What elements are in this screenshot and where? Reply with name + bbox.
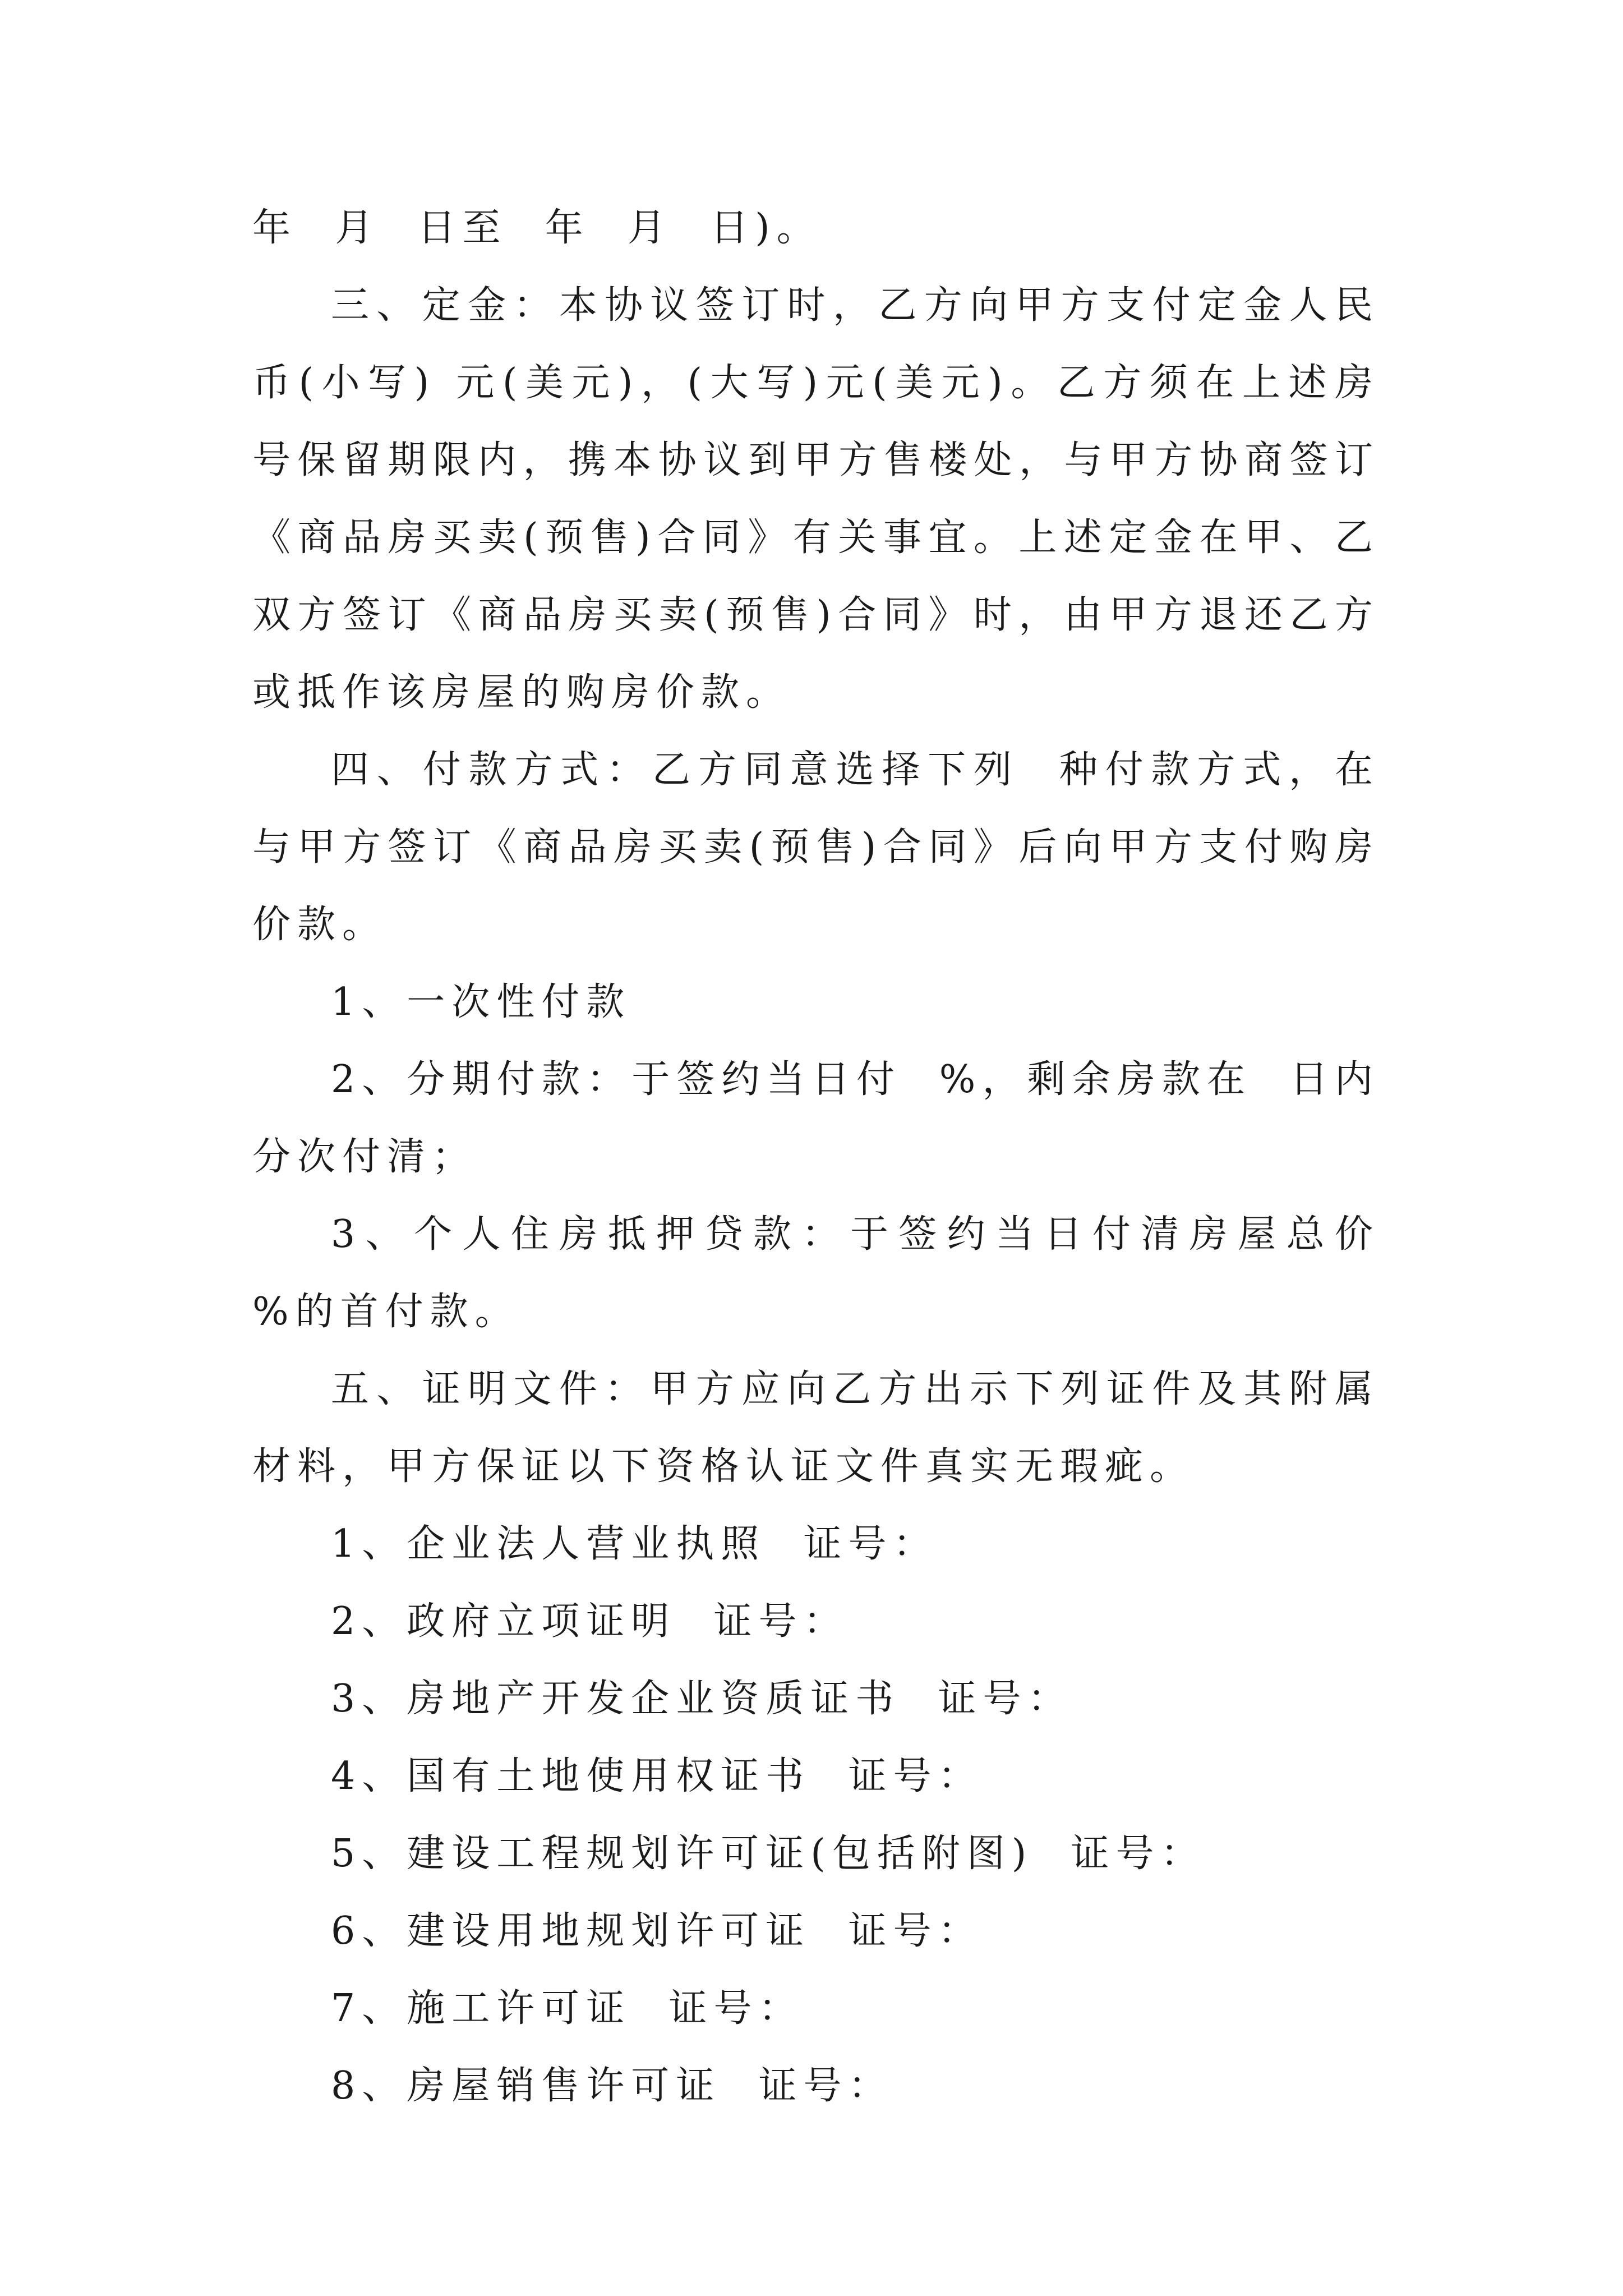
- document-item-4: 4、国有土地使用权证书 证号：: [331, 1754, 983, 1798]
- section-5-documents: 五、证明文件：甲方应向乙方出示下列证件及其附属材料，甲方保证以下资格认证文件真实无瑕疵。: [252, 1367, 1380, 1489]
- document-item-6: 6、建设用地规划许可证 证号：: [331, 1909, 983, 1953]
- document-item-8: 8、房屋销售许可证 证号：: [331, 2064, 893, 2108]
- payment-option-2: 2、分期付款：于签约当日付 %，剩余房款在 日内分次付清；: [252, 1057, 1380, 1179]
- section-4-payment-method: 四、付款方式：乙方同意选择下列 种付款方式，在与甲方签订《商品房买卖(预售)合同》后向甲方支付购房价款。: [252, 748, 1380, 947]
- document-page: [252, 190, 1418, 2125]
- document-item-1: 1、企业法人营业执照 证号：: [331, 1522, 938, 1566]
- payment-option-3: 3、个人住房抵押贷款：于签约当日付清房屋总价 %的首付款。: [252, 1212, 1418, 1334]
- date-range-line: 年 月 日至 年 月 日)。: [252, 206, 822, 250]
- document-item-5: 5、建设工程规划许可证(包括附图) 证号：: [331, 1832, 1206, 1876]
- document-item-2: 2、政府立项证明 证号：: [331, 1599, 849, 1644]
- document-item-3: 3、房地产开发企业资质证书 证号：: [331, 1677, 1073, 1721]
- section-3-deposit: 三、定金：本协议签订时，乙方向甲方支付定金人民币(小写) 元(美元)，(大写)元(美元)。乙方须在上述房号保留期限内，携本协议到甲方售楼处，与甲方协商签订《商品房买卖(预售)合同》有关事宜。上述定金在甲、乙双方签订《商品房买卖(预售)合同》时，由甲方退还乙方或抵作该房屋的购房价款。: [252, 283, 1380, 715]
- payment-option-1: 1、一次性付款: [331, 980, 631, 1024]
- document-item-7: 7、施工许可证 证号：: [331, 1986, 804, 2031]
